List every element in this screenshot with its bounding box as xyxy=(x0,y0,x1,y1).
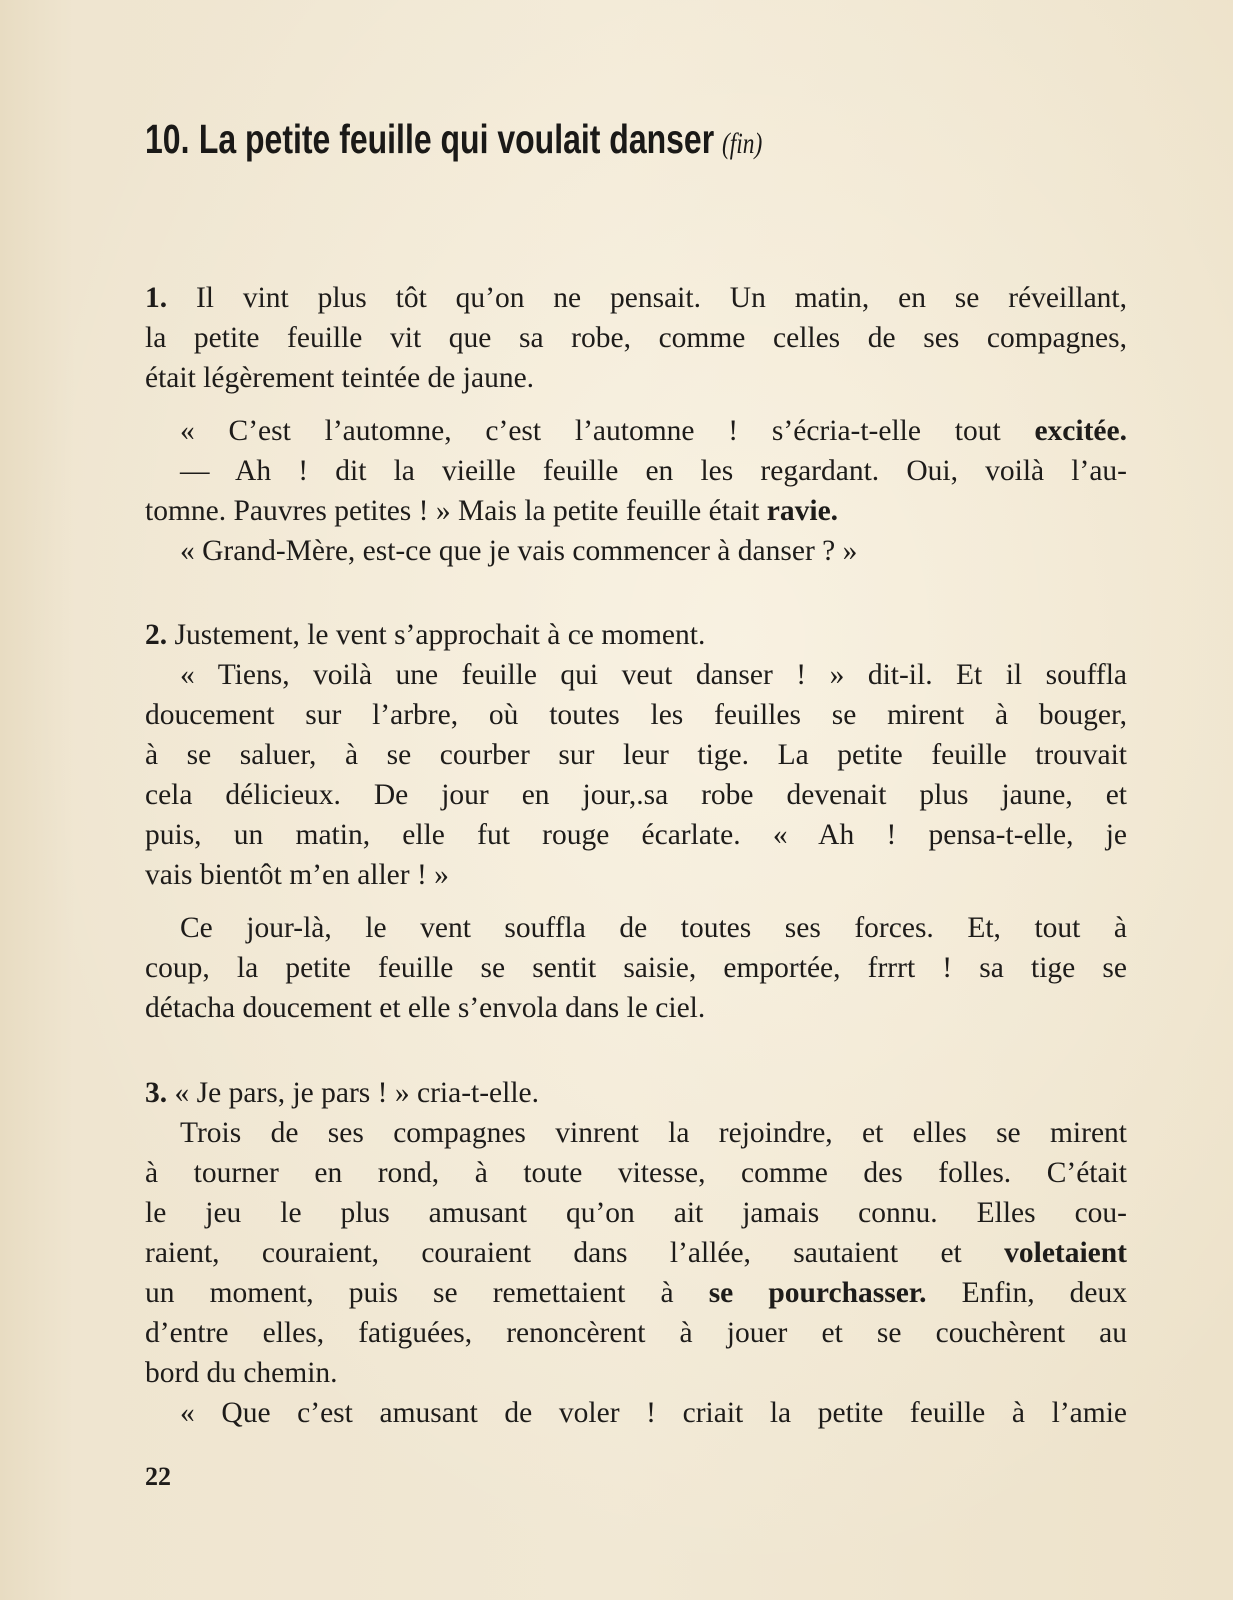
text-line: « Tiens, voilà une feuille qui veut danser ! » dit-il. Et il souffla xyxy=(180,659,1127,691)
text-line: détacha doucement et elle s’envola dans le ciel. xyxy=(145,992,706,1024)
text-line: « Grand-Mère, est-ce que je vais commencer à danser ? » xyxy=(180,535,858,567)
text-line: le jeu le plus amusant qu’on ait jamais connu. Elles cou- xyxy=(145,1197,1127,1229)
text-line: 3. « Je pars, je pars ! » cria-t-elle. xyxy=(145,1077,539,1109)
paragraph-number: 2. xyxy=(145,619,168,651)
text-line: coup, la petite feuille se sentit saisie, emportée, frrrt ! sa tige se xyxy=(145,952,1127,984)
text-line: bord du chemin. xyxy=(145,1357,338,1389)
page-title xyxy=(145,116,762,163)
text-line: Ce jour-là, le vent souffla de toutes ses forces. Et, tout à xyxy=(180,912,1127,944)
title-suffix: (fin) xyxy=(721,127,763,160)
text-line: puis, un matin, elle fut rouge écarlate. « Ah ! pensa-t-elle, je xyxy=(145,819,1127,851)
title-number: 10. xyxy=(145,116,190,162)
text-line: la petite feuille vit que sa robe, comme celles de ses compagnes, xyxy=(145,322,1127,354)
text-line: raient, couraient, couraient dans l’allée, sautaient et voletaient xyxy=(145,1237,1127,1269)
text-line: d’entre elles, fatiguées, renoncèrent à jouer et se couchèrent au xyxy=(145,1317,1127,1349)
text-line: un moment, puis se remettaient à se pourchasser. Enfin, deux xyxy=(145,1277,1127,1309)
text-line: Trois de ses compagnes vinrent la rejoindre, et elles se mirent xyxy=(180,1117,1127,1149)
title-text: La petite feuille qui voulait danser xyxy=(198,116,715,162)
text-line: tomne. Pauvres petites ! » Mais la petite feuille était ravie. xyxy=(145,495,839,527)
text-line: était légèrement teintée de jaune. xyxy=(145,362,535,394)
text-line: doucement sur l’arbre, où toutes les feuilles se mirent à bouger, xyxy=(145,699,1127,731)
text-line: « Que c’est amusant de voler ! criait la petite feuille à l’amie xyxy=(180,1397,1127,1429)
paragraph-number: 1. xyxy=(145,282,168,314)
page-number: 22 xyxy=(145,1462,171,1491)
text-line: 2. Justement, le vent s’approchait à ce moment. xyxy=(145,619,706,651)
text-line: 1. Il vint plus tôt qu’on ne pensait. Un matin, en se réveillant, xyxy=(145,282,1127,314)
text-line: — Ah ! dit la vieille feuille en les regardant. Oui, voilà l’au- xyxy=(180,455,1127,487)
text-line: à tourner en rond, à toute vitesse, comme des folles. C’était xyxy=(145,1157,1127,1189)
paragraph-number: 3. xyxy=(145,1077,168,1109)
text-line: cela délicieux. De jour en jour,.sa robe devenait plus jaune, et xyxy=(145,779,1127,811)
text-line: « C’est l’automne, c’est l’automne ! s’écria-t-elle tout excitée. xyxy=(180,415,1127,447)
text-line: à se saluer, à se courber sur leur tige. La petite feuille trouvait xyxy=(145,739,1127,771)
text-line: vais bientôt m’en aller ! » xyxy=(145,859,449,891)
